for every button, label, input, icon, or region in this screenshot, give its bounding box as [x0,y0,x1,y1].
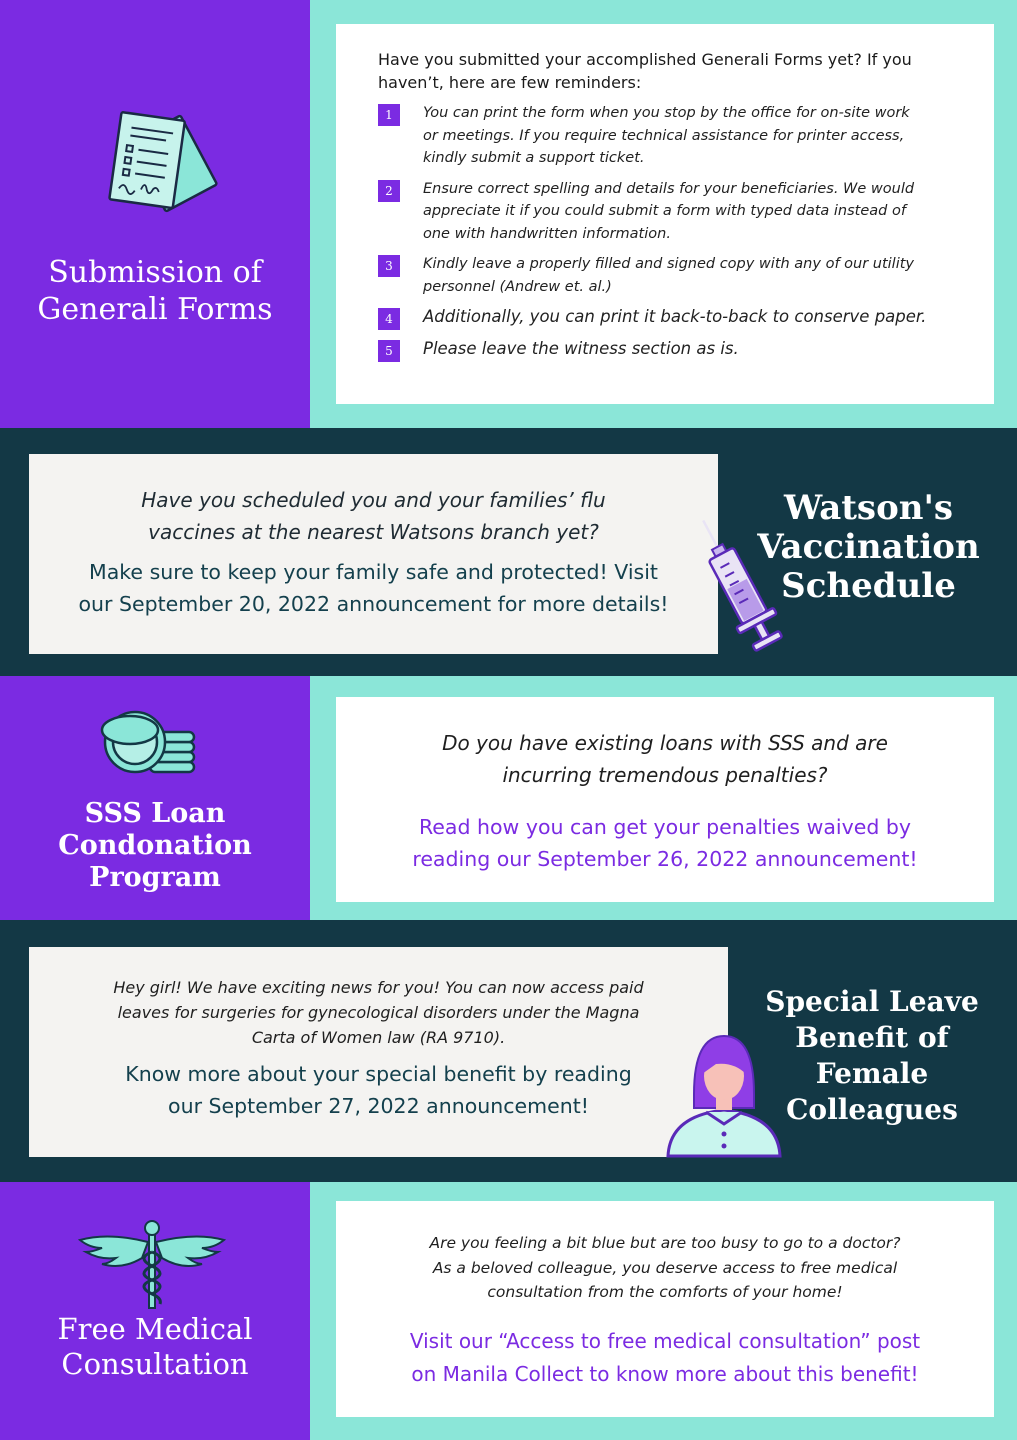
forms-intro-line: haven’t, here are few reminders: [378,73,642,92]
forms-section-title [0,254,310,328]
reminder-text [423,338,739,361]
reminder-line: Kindly leave a properly filled and signed copy with any of our utility [423,256,915,272]
vaccination-question [29,484,718,548]
reminder-line: one with handwritten information. [423,225,671,242]
medical-section-title [0,1312,310,1382]
special-leave-cta-line: Know more about your special benefit by reading [125,1062,632,1086]
special-leave-question [29,975,728,1050]
special-leave-title-line: Colleagues [786,1093,958,1126]
sss-section-title [0,798,310,894]
medical-title-line: Free Medical [57,1312,253,1346]
vaccination-section-title [746,489,991,606]
document-form-icon [96,108,221,233]
reminder-item [378,253,954,298]
medical-title-line: Consultation [61,1347,249,1381]
special-leave-title-line: Benefit of [795,1021,949,1054]
special-leave-question-line: Hey girl! We have exciting news for you! You can now access paid [113,978,644,997]
reminder-number-badge: 3 [378,255,400,277]
reminder-number-badge: 1 [378,104,400,126]
vaccination-cta [29,556,718,620]
sss-title-line: SSS Loan [84,798,226,829]
sss-card [336,697,994,902]
reminder-line: Additionally, you can print it back-to-back to conserve paper. [423,307,927,326]
sss-question-line: incurring tremendous penalties? [502,763,828,787]
forms-title-line: Generali Forms [37,292,273,327]
medical-cta [336,1325,994,1391]
special-leave-cta-line: our September 27, 2022 announcement! [168,1094,589,1118]
reminder-number-badge: 4 [378,308,400,330]
special-leave-title-line: Female [815,1057,929,1090]
forms-reminders-card [336,24,994,404]
reminder-text [423,306,926,329]
reminder-text [423,253,914,298]
reminder-item [378,102,954,170]
caduceus-icon [78,1218,226,1310]
reminder-line: personnel (Andrew et. al.) [423,278,612,295]
reminder-line: Ensure correct spelling and details for your beneficiaries. We would [423,180,915,197]
vaccination-cta-line: our September 20, 2022 announcement for more details! [78,592,669,616]
sss-question-line: Do you have existing loans with SSS and are [442,731,888,755]
vaccination-title-line: Watson's [783,488,954,528]
reminder-item [378,306,954,330]
medical-card [336,1201,994,1417]
reminder-line: appreciate it if you could submit a form with typed data instead of [423,203,906,219]
reminder-line: kindly submit a support ticket. [423,150,645,166]
sss-cta-line: Read how you can get your penalties waived by [418,815,912,839]
forms-intro [378,48,954,94]
coins-icon [100,706,200,782]
special-leave-section-title [752,984,992,1128]
medical-question-line: consultation from the comforts of your home! [487,1283,843,1301]
reminder-item [378,338,954,362]
forms-title-line: Submission of [48,255,262,290]
forms-intro-line: Have you submitted your accomplished Generali Forms yet? If you [378,50,912,69]
vaccination-question-line: vaccines at the nearest Watsons branch yet? [148,520,599,544]
medical-question-line: As a beloved colleague, you deserve access to free medical [432,1258,898,1277]
medical-cta-line: Visit our “Access to free medical consultation” post [409,1328,921,1353]
vaccination-cta-line: Make sure to keep your family safe and protected! Visit [89,560,658,584]
vaccination-card [29,454,718,654]
reminder-number-badge: 5 [378,340,400,362]
reminder-text [423,102,910,170]
sss-cta [336,811,994,875]
special-leave-card [29,947,728,1157]
sss-title-line: Condonation [58,830,252,861]
vaccination-question-line: Have you scheduled you and your families’ flu [141,488,606,512]
reminder-number-badge: 2 [378,180,400,202]
medical-question [336,1231,994,1305]
special-leave-title-line: Special Leave [765,985,979,1018]
reminder-text [423,178,914,246]
special-leave-question-line: Carta of Women law (RA 9710). [251,1028,506,1047]
reminder-line: You can print the form when you stop by the office for on-site work [423,105,910,121]
special-leave-cta [29,1058,728,1122]
vaccination-title-line: Vaccination [757,527,980,567]
sss-question [336,727,994,791]
reminder-item [378,178,954,246]
sss-cta-line: reading our September 26, 2022 announcement! [412,847,918,871]
reminder-line: or meetings. If you require technical assistance for printer access, [423,127,905,144]
vaccination-title-line: Schedule [781,566,956,606]
special-leave-question-line: leaves for surgeries for gynecological disorders under the Magna [117,1003,640,1022]
sss-title-line: Program [89,862,221,893]
reminder-line: Please leave the witness section as is. [423,339,739,358]
medical-cta-line: on Manila Collect to know more about this benefit! [411,1361,919,1386]
medical-question-line: Are you feeling a bit blue but are too busy to go to a doctor? [429,1234,901,1252]
